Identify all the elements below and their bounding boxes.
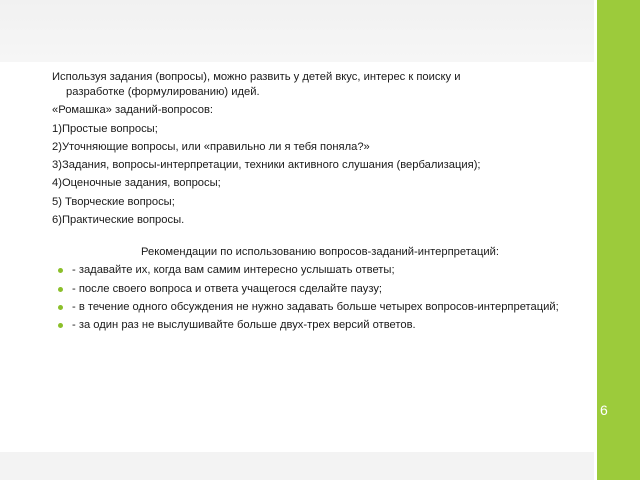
bottom-band [0, 452, 594, 480]
intro-line-2: разработке (формулированию) идей. [66, 86, 260, 99]
list-item [52, 318, 588, 333]
bullet-dot-icon [58, 268, 63, 273]
list-item-text: - задавайте их, когда вам самим интересно услышать ответы; [72, 264, 395, 277]
list-item-text: - после своего вопроса и ответа учащегося сделайте паузу; [72, 282, 383, 295]
list-item [52, 282, 588, 297]
question-type-6: 6)Практические вопросы. [52, 213, 185, 226]
list-item [52, 300, 588, 315]
question-type-5: 5) Творческие вопросы; [52, 195, 175, 208]
list-item-text: - в течение одного обсуждения не нужно задавать больше четырех вопросов-интерпретаций; [72, 300, 559, 313]
bullet-dot-icon [58, 287, 63, 292]
question-type-2: 2)Уточняющие вопросы, или «правильно ли я тебя поняла?» [52, 140, 370, 153]
intro-line-1: Используя задания (вопросы), можно развить у детей вкус, интерес к поиску и [52, 71, 461, 83]
list-item-text: - за один раз не выслушивайте больше двух-трех версий ответов. [72, 319, 416, 332]
recommendations-list [52, 263, 588, 333]
question-type-3: 3)Задания, вопросы-интерпретации, техники активного слушания (вербализация); [52, 159, 481, 172]
top-band [0, 0, 594, 62]
slide-content [52, 70, 588, 336]
bullet-dot-icon [58, 305, 63, 310]
intro-paragraph [52, 70, 588, 100]
accent-bar-divider [594, 0, 597, 480]
page-number: 6 [600, 402, 608, 418]
question-type-1: 1)Простые вопросы; [52, 122, 158, 135]
question-type-4: 4)Оценочные задания, вопросы; [52, 177, 221, 190]
chamomile-title: «Ромашка» заданий-вопросов: [52, 104, 214, 117]
bullet-dot-icon [58, 323, 63, 328]
recommendations-heading: Рекомендации по использованию вопросов-заданий-интерпретаций: [141, 246, 499, 259]
list-item [52, 263, 588, 278]
spacer [52, 231, 588, 245]
